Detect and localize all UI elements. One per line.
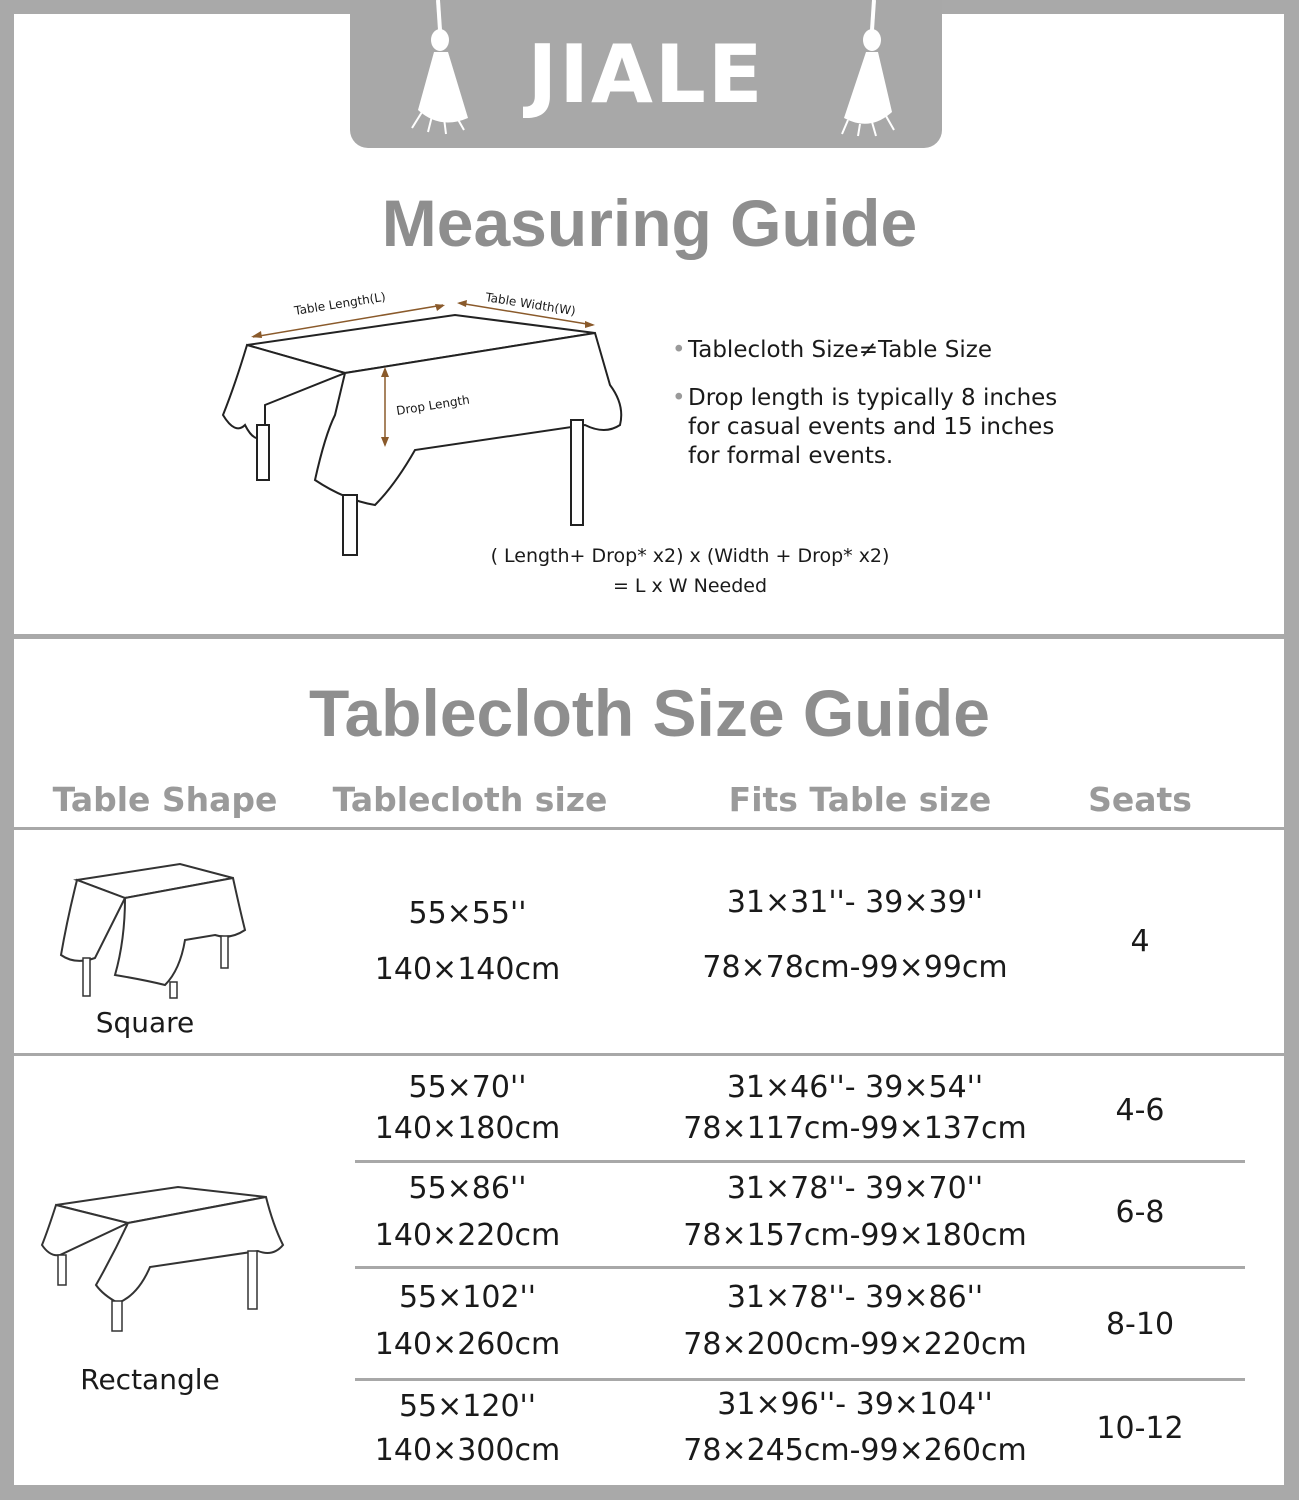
- column-header-fits-table-size: Fits Table size: [728, 780, 992, 819]
- rect-row2-cloth-cm: 140×220cm: [374, 1218, 561, 1253]
- rect-row2-fits-cm: 78×157cm-99×180cm: [683, 1218, 1027, 1253]
- rect-row3-cloth-inches: 55×102'': [398, 1280, 537, 1315]
- size-guide-title: Tablecloth Size Guide: [309, 676, 990, 750]
- drop-length-label: Drop Length: [395, 392, 471, 418]
- square-fits-cm: 78×78cm-99×99cm: [702, 950, 1008, 985]
- bullet-icon: •: [672, 385, 686, 411]
- shape-square-label: Square: [95, 1006, 195, 1039]
- column-header-seats: Seats: [1088, 780, 1192, 819]
- rect-row1-fits-inches: 31×46''- 39×54'': [726, 1070, 984, 1105]
- formula-line-2: = L x W Needed: [612, 575, 768, 597]
- table-width-label: Table Width(W): [484, 290, 577, 319]
- measuring-guide-title: Measuring Guide: [381, 186, 918, 260]
- rect-row3-fits-cm: 78×200cm-99×220cm: [683, 1327, 1027, 1362]
- brand-logo-tab: [350, 0, 942, 148]
- table-diagram: [215, 285, 645, 575]
- row-divider: [355, 1160, 1245, 1163]
- rect-row4-fits-inches: 31×96''- 39×104'': [717, 1387, 993, 1422]
- shape-rectangle-label: Rectangle: [80, 1363, 220, 1396]
- rectangle-table-icon: [38, 1185, 288, 1335]
- rect-row1-fits-cm: 78×117cm-99×137cm: [683, 1111, 1027, 1146]
- column-header-tablecloth-size: Tablecloth size: [332, 780, 608, 819]
- rect-row4-cloth-cm: 140×300cm: [374, 1433, 561, 1468]
- size-guide-panel: [14, 639, 1284, 1485]
- square-table-icon: [55, 860, 250, 1000]
- rect-row4-cloth-inches: 55×120'': [398, 1389, 537, 1424]
- rect-row2-seats: 6-8: [1115, 1195, 1165, 1230]
- table-length-label: Table Length(L): [293, 289, 387, 318]
- rect-row1-cloth-inches: 55×70'': [408, 1070, 527, 1105]
- rect-row4-seats: 10-12: [1096, 1411, 1184, 1446]
- rect-row3-fits-inches: 31×78''- 39×86'': [726, 1280, 984, 1315]
- square-seats: 4: [1130, 924, 1150, 959]
- rect-row4-fits-cm: 78×245cm-99×260cm: [683, 1433, 1027, 1468]
- row-divider: [355, 1378, 1245, 1381]
- header-divider: [14, 827, 1284, 830]
- square-cloth-cm: 140×140cm: [374, 952, 561, 987]
- row-divider: [355, 1266, 1245, 1269]
- square-fits-inches: 31×31''- 39×39'': [726, 885, 984, 920]
- rect-row1-cloth-cm: 140×180cm: [374, 1111, 561, 1146]
- rect-row2-cloth-inches: 55×86'': [408, 1171, 527, 1206]
- square-cloth-inches: 55×55'': [408, 896, 527, 931]
- column-header-shape: Table Shape: [52, 780, 278, 819]
- rect-row2-fits-inches: 31×78''- 39×70'': [726, 1171, 984, 1206]
- rect-row1-seats: 4-6: [1115, 1093, 1165, 1128]
- brand-name: JIALE: [527, 28, 765, 121]
- bullet-icon: •: [672, 337, 686, 363]
- rect-row3-cloth-cm: 140×260cm: [374, 1327, 561, 1362]
- square-divider: [14, 1053, 1284, 1056]
- rect-row3-seats: 8-10: [1105, 1307, 1175, 1342]
- formula-line-1: ( Length+ Drop* x2) x (Width + Drop* x2): [490, 545, 890, 567]
